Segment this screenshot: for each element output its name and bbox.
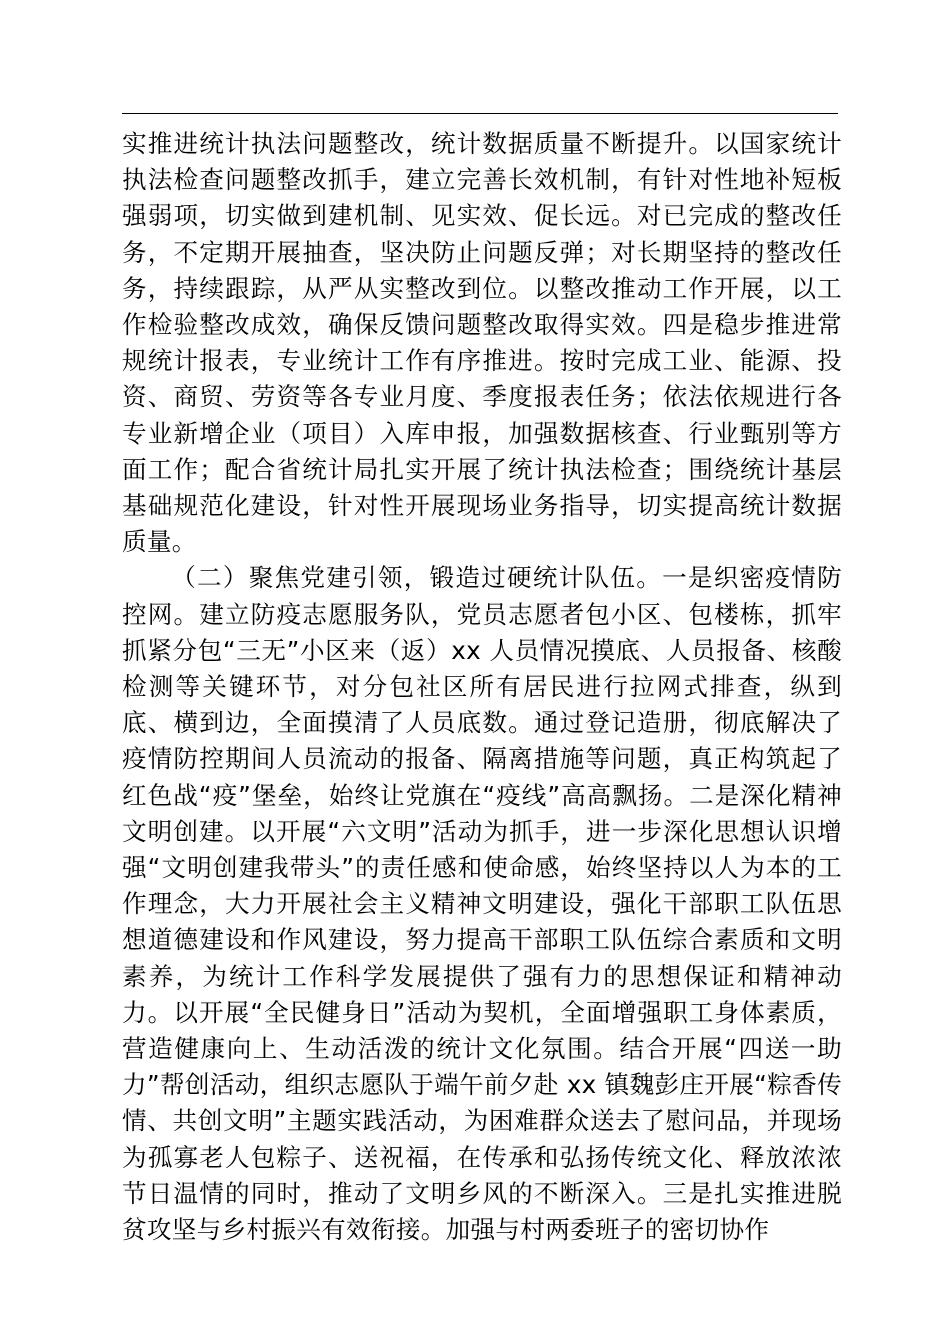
header-rule	[122, 113, 838, 114]
paragraph-section-two: （二）聚焦党建引领，锻造过硬统计队伍。一是织密疫情防控网。建立防疫志愿服务队，党员志愿者包小区、包楼栋，抓牢抓紧分包“三无”小区来（返）xx 人员情况摸底、人员报备、核酸检测等关键环节，对分包社区所有居民进行拉网式排查，纵到底、横到边，全面摸清了人员底数。通过登记造册，彻底解决了疫情防控期间人员流动的报备、隔离措施等问题，真正构筑起了红色战“疫”堡垒，始终让党旗在“疫线”高高飘扬。二是深化精神文明创建。以开展“六文明”活动为抓手，进一步深化思想认识增强“文明创建我带头”的责任感和使命感，始终坚持以人为本的工作理念，大力开展社会主义精神文明建设，强化干部职工队伍思想道德建设和作风建设，努力提高干部职工队伍综合素质和文明素养，为统计工作科学发展提供了强有力的思想保证和精神动力。以开展“全民健身日”活动为契机，全面增强职工身体素质，营造健康向上、生动活泼的统计文化氛围。结合开展“四送一助力”帮创活动，组织志愿队于端午前夕赴 xx 镇魏彭庄开展“粽香传情、共创文明”主题实践活动，为困难群众送去了慰问品，并现场为孤寡老人包粽子、送祝福，在传承和弘扬传统文化、释放浓浓节日温情的同时，推动了文明乡风的不断深入。三是扎实推进脱贫攻坚与乡村振兴有效衔接。加强与村两委班子的密切协作	[122, 563, 842, 1245]
paragraph-continuation: 实推进统计执法问题整改，统计数据质量不断提升。以国家统计执法检查问题整改抓手，建立完善长效机制，有针对性地补短板强弱项，切实做到建机制、见实效、促长远。对已完成的整改任务，不定期开展抽查，坚决防止问题反弹；对长期坚持的整改任务，持续跟踪，从严从实整改到位。以整改推动工作开展，以工作检验整改成效，确保反馈问题整改取得实效。四是稳步推进常规统计报表，专业统计工作有序推进。按时完成工业、能源、投资、商贸、劳资等各专业月度、季度报表任务；依法依规进行各专业新增企业（项目）入库申报，加强数据核查、行业甄别等方面工作；配合省统计局扎实开展了统计执法检查；围绕统计基层基础规范化建设，针对性开展现场业务指导，切实提高统计数据质量。	[122, 129, 842, 557]
document-body	[122, 126, 842, 1248]
